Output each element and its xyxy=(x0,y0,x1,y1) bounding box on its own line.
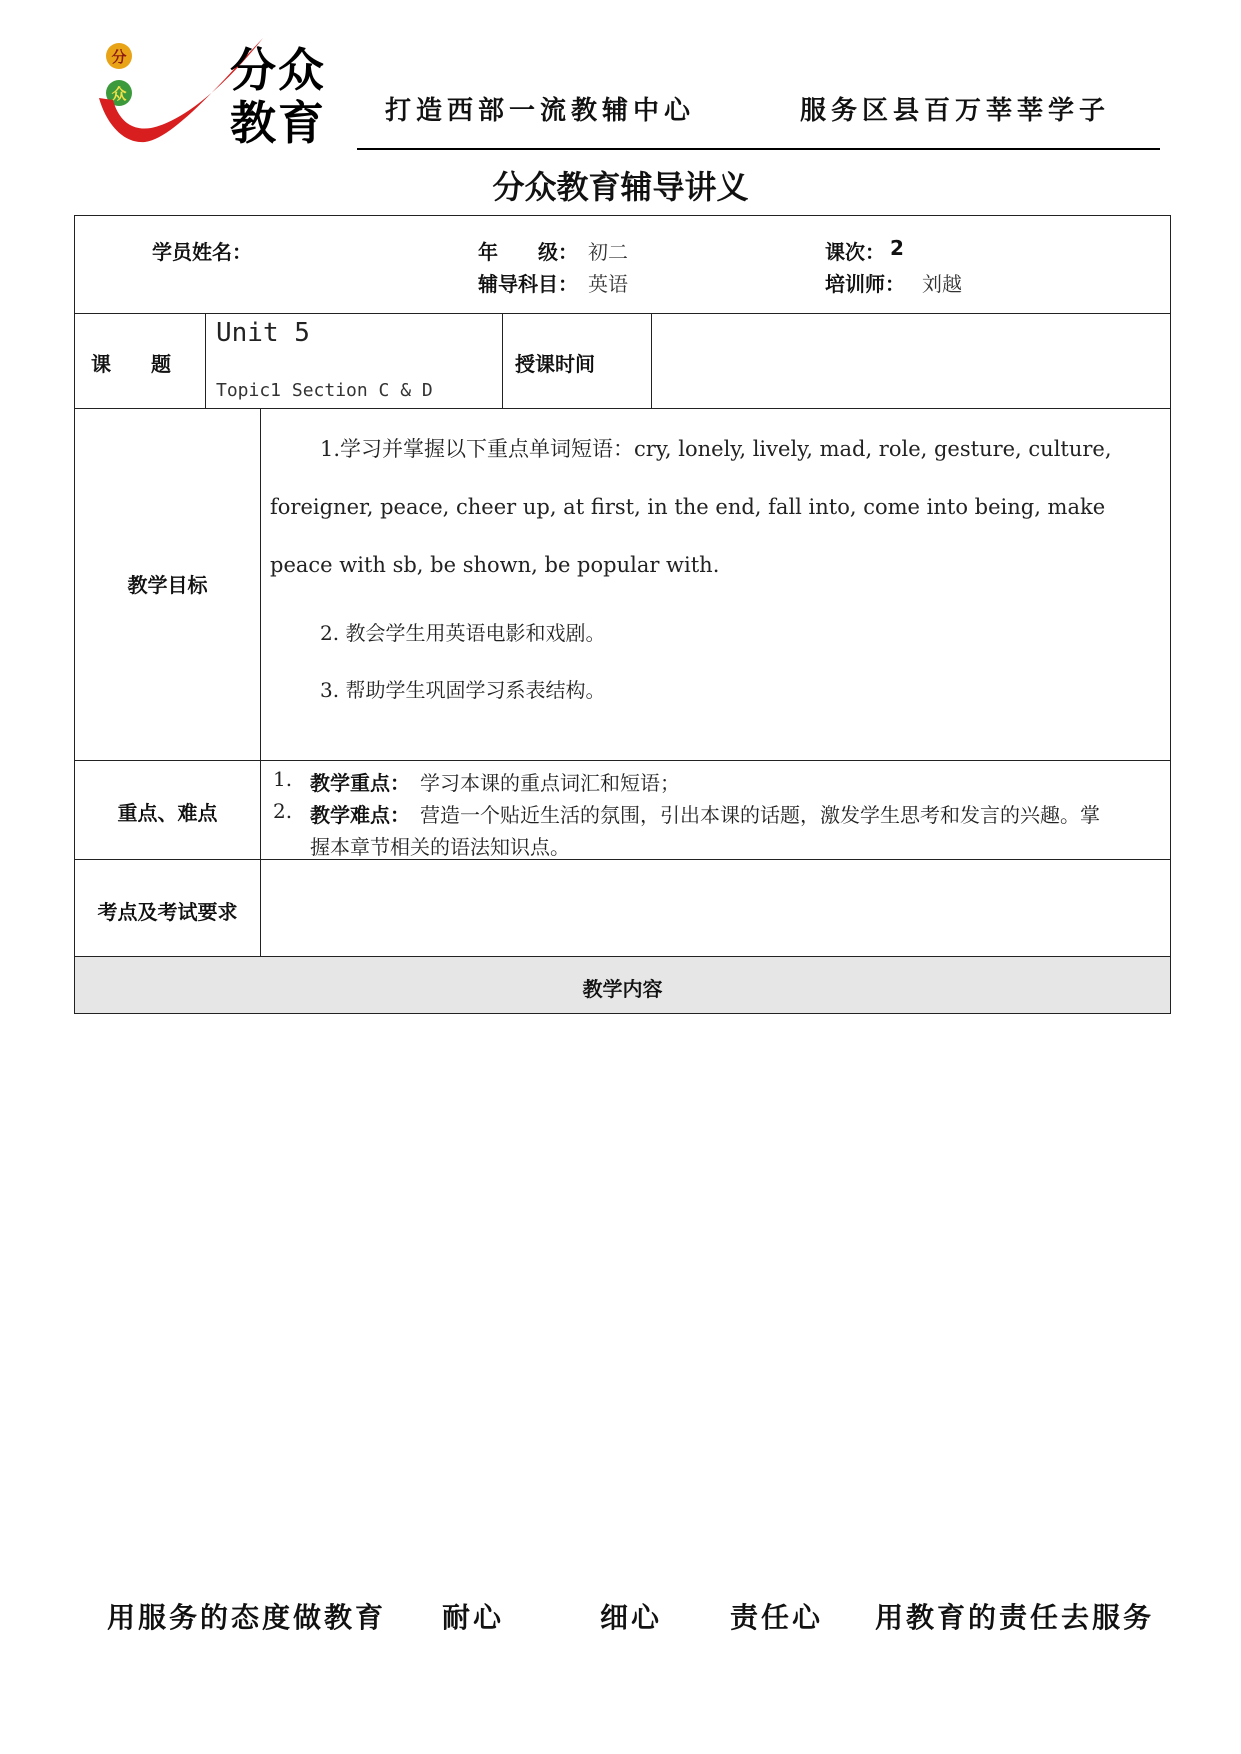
teaching-content-label: 教学内容 xyxy=(582,977,663,1001)
topic-label-cell xyxy=(74,313,206,409)
keypoints-label-cell xyxy=(74,760,261,860)
logo-badge-bottom-char: 众 xyxy=(111,85,127,103)
teaching-content-header xyxy=(74,956,1171,1014)
key-focus-label: 教学重点： xyxy=(310,771,410,795)
topic-label: 课 题 xyxy=(91,352,171,376)
goals-item-2: 2. 教会学生用英语电影和戏剧。 xyxy=(320,621,606,645)
section-title: Topic1 Section C & D xyxy=(216,380,433,401)
logo-badge-top-char: 分 xyxy=(111,48,127,66)
info-row xyxy=(74,215,1171,314)
footer-motto-2: 耐心 xyxy=(442,1601,505,1634)
topic-value-cell xyxy=(205,313,503,409)
exam-label-cell xyxy=(74,859,261,957)
keypoint-number-1: 1. xyxy=(273,767,293,791)
subject-value: 英语 xyxy=(588,272,628,296)
footer-motto-1: 用服务的态度做教育 xyxy=(107,1601,387,1634)
footer-motto-5: 用教育的责任去服务 xyxy=(875,1601,1155,1634)
goals-label-cell xyxy=(74,408,261,761)
goals-label: 教学目标 xyxy=(127,573,208,597)
lesson-value: 2 xyxy=(890,236,904,260)
exam-content-cell xyxy=(260,859,1171,957)
teacher-label: 培训师： xyxy=(825,272,905,296)
footer-motto-3: 细心 xyxy=(600,1601,663,1634)
keypoint-number-2: 2. xyxy=(273,799,293,823)
time-value-cell xyxy=(651,313,1171,409)
teacher-value: 刘越 xyxy=(922,272,962,296)
difficulty-text-2: 握本章节相关的语法知识点。 xyxy=(310,835,570,859)
subject-label: 辅导科目： xyxy=(478,272,578,296)
lesson-table xyxy=(74,215,1171,1014)
grade-label: 年 级： xyxy=(478,240,578,264)
header-divider xyxy=(357,148,1160,150)
goals-item-1: 1.学习并掌握以下重点单词短语：cry, lonely, lively, mad, role, gesture, culture, foreigner, peace, cheer up, at first, in the end, fall into, come into being, make peace with sb, be shown, be popular with. xyxy=(270,437,1112,577)
grade-value: 初二 xyxy=(588,240,628,264)
difficulty-label: 教学难点： xyxy=(310,803,410,827)
key-focus-text: 学习本课的重点词汇和短语； xyxy=(420,771,680,795)
lesson-label: 课次： xyxy=(825,240,885,264)
footer-motto-4: 责任心 xyxy=(730,1601,824,1634)
difficulty-text-1: 营造一个贴近生活的氛围，引出本课的话题，激发学生思考和发言的兴趣。掌 xyxy=(420,803,1100,827)
slogan-right: 服务区县百万莘莘学子 xyxy=(800,96,1111,126)
logo-text-line1: 分众 xyxy=(230,43,326,97)
slogan-left: 打造西部一流教辅中心 xyxy=(385,96,696,126)
student-name-label: 学员姓名： xyxy=(152,240,252,264)
keypoints-label: 重点、难点 xyxy=(117,801,218,825)
logo-text-line2: 教育 xyxy=(230,96,326,150)
time-label: 授课时间 xyxy=(515,352,595,376)
goals-item-3: 3. 帮助学生巩固学习系表结构。 xyxy=(320,678,606,702)
document-title: 分众教育辅导讲义 xyxy=(492,168,749,206)
time-label-cell xyxy=(502,313,652,409)
unit-title: Unit 5 xyxy=(216,318,310,348)
exam-label: 考点及考试要求 xyxy=(97,900,238,924)
